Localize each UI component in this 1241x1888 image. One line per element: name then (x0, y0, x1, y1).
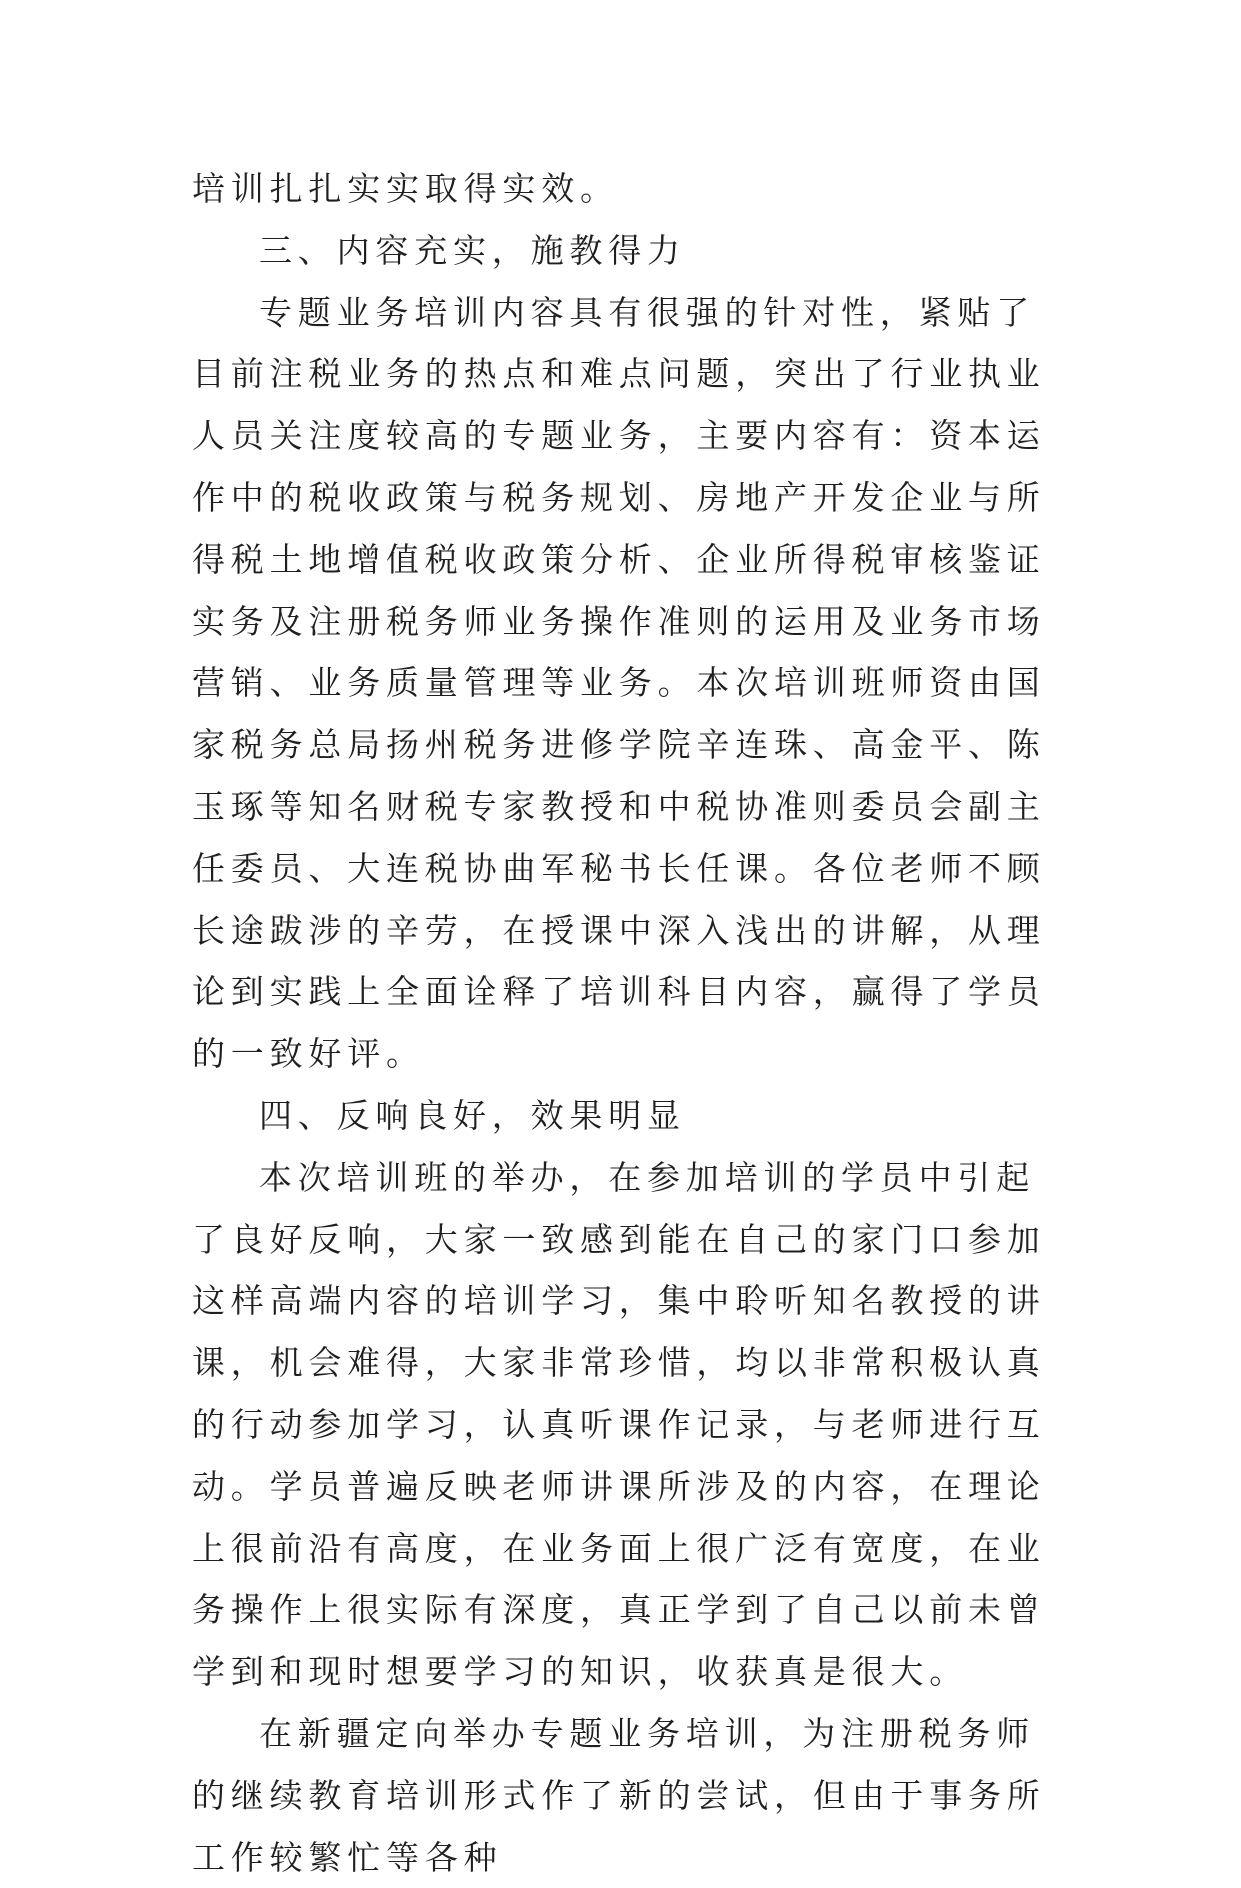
section-heading-three: 三、内容充实，施教得力 (259, 230, 686, 270)
paragraph-xinjiang: 在新疆定向举办专题业务培训，为注册税务师的继续教育培训形式作了新的尝试，但由于事务所工作较繁忙等各种 (192, 1713, 1046, 1877)
document-body (192, 158, 1072, 1888)
paragraph-content: 专题业务培训内容具有很强的针对性，紧贴了目前注税业务的热点和难点问题，突出了行业执业人员关注度较高的专题业务，主要内容有：资本运作中的税收政策与税务规划、房地产开发企业与所得税土地增值税收政策分析、企业所得税审核鉴证实务及注册税务师业务操作准则的运用及业务市场营销、业务质量管理等业务。本次培训班师资由国家税务总局扬州税务进修学院辛连珠、高金平、陈玉琢等知名财税专家教授和中税协准则委员会副主任委员、大连税协曲军秘书长任课。各位老师不顾长途跋涉的辛劳，在授课中深入浅出的讲解，从理论到实践上全面诠释了培训科目内容，赢得了学员的一致好评。 (192, 292, 1046, 1074)
paragraph-continued: 培训扎扎实实取得实效。 (192, 169, 619, 208)
section-heading-four: 四、反响良好，效果明显 (259, 1095, 686, 1135)
paragraph-response: 本次培训班的举办，在参加培训的学员中引起了良好反响，大家一致感到能在自己的家门口参加这样高端内容的培训学习，集中聆听知名教授的讲课，机会难得，大家非常珍惜，均以非常积极认真的行动参加学习，认真听课作记录，与老师进行互动。学员普遍反映老师讲课所涉及的内容，在理论上很前沿有高度，在业务面上很广泛有宽度，在业务操作上很实际有深度，真正学到了自己以前未曾学到和现时想要学习的知识，收获真是很大。 (192, 1157, 1046, 1692)
